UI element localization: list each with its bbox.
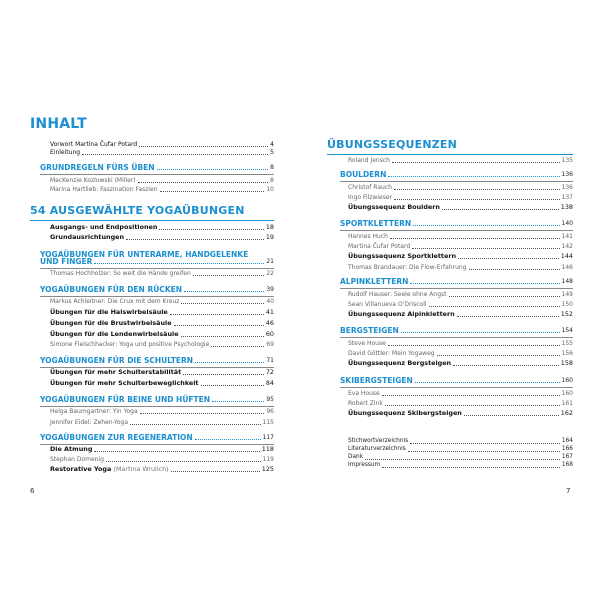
toc-entry[interactable]: Marina Hartlieb: Faszination Faszien 10 [50,186,274,193]
toc-entry[interactable]: Einleitung 5 [50,149,274,156]
toc-entry[interactable]: Martina Čufar Potard 142 [348,243,573,250]
toc-entry[interactable]: Grundausrichtungen 19 [50,233,274,241]
section-heading-sequence[interactable]: SPORTKLETTERN 140 [340,219,573,228]
section-heading-sequence[interactable]: BERGSTEIGEN 154 [340,326,573,335]
toc-entry[interactable]: Eva House 160 [348,390,573,397]
toc-entry[interactable]: Robert Zink 161 [348,400,573,407]
toc-entry[interactable]: Übungen für die Brustwirbelsäule 46 [50,319,274,327]
divider [340,337,573,338]
section-heading-regeneration[interactable]: YOGAÜBUNGEN ZUR REGENERATION 117 [40,433,274,442]
divider [340,288,573,289]
toc-entry[interactable]: Christof Rauch 136 [348,184,573,191]
toc-entry[interactable]: Sean Villanueva O'Driscoll 150 [348,301,573,308]
toc-entry[interactable]: Übungen für die Halswirbelsäule 41 [50,308,274,316]
section-heading-grundregeln[interactable]: GRUNDREGELN FÜRS ÜBEN 8 [40,163,274,172]
section-heading-sequence[interactable]: SKIBERGSTEIGEN 160 [340,376,573,385]
toc-entry[interactable]: Übungssequenz Sportklettern 144 [348,252,573,260]
page-number: 7 [566,487,571,495]
toc-title: INHALT [30,116,87,132]
divider [340,230,573,231]
section-heading-sequence[interactable]: BOULDERN 136 [340,170,573,179]
toc-entry[interactable]: Stichwortverzeichnis 164 [348,438,573,444]
toc-entry[interactable]: Impressum 168 [348,462,573,468]
toc-entry[interactable]: Rudolf Hauser: Seele ohne Angst 149 [348,291,573,298]
sequences-title: ÜBUNGSSEQUENZEN [327,138,458,151]
main-heading: 54 AUSGEWÄHLTE YOGAÜBUNGEN [30,204,245,217]
section-heading-beine[interactable]: YOGAÜBUNGEN FÜR BEINE UND HÜFTEN 95 [40,395,274,404]
toc-entry[interactable]: Übungssequenz Bergsteigen 158 [348,359,573,367]
toc-entry[interactable]: Jennifer Eidel: Zehen-Yoga 115 [50,419,274,426]
toc-entry[interactable]: Hannes Huch 141 [348,233,573,240]
toc-entry[interactable]: Thomas Hochholzer: So weit die Hände greifen 22 [50,270,274,277]
divider [40,174,274,175]
toc-entry[interactable]: Literaturverzeichnis 166 [348,446,573,452]
page-number: 6 [30,487,35,495]
toc-entry[interactable]: Übungen für mehr Schulterstabilität 72 [50,368,274,376]
section-heading-arme-line2[interactable]: UND FINGER 21 [40,257,274,266]
toc-entry[interactable]: Vorwort Martina Čufar Potard 4 [50,141,274,148]
toc-entry[interactable]: Dank 167 [348,454,573,460]
toc-entry[interactable]: Stephan Domenig 119 [50,456,274,463]
toc-entry[interactable]: Simone Fleischhacker: Yoga und positive Psychologie 69 [50,341,274,348]
section-heading-schultern[interactable]: YOGAÜBUNGEN FÜR DIE SCHULTERN 71 [40,356,274,365]
toc-entry[interactable]: Roland Jensch 135 [348,157,573,164]
toc-entry[interactable]: Übungssequenz Alpinklettern 152 [348,310,573,318]
toc-entry[interactable]: Übungssequenz Bouldern 138 [348,203,573,211]
divider [340,387,573,388]
toc-entry[interactable]: MacKenzie Kozlowski (Miller) 8 [50,177,274,184]
right-page [300,0,600,600]
toc-entry[interactable]: Die Atmung 118 [50,445,274,453]
divider [40,296,274,297]
toc-entry[interactable]: Übungssequenz Skibergsteigen 162 [348,409,573,417]
section-heading-sequence[interactable]: ALPINKLETTERN 148 [340,277,573,286]
toc-entry[interactable]: Helga Baumgartner: Yin Yoga 96 [50,408,274,415]
toc-entry[interactable]: Übungen für mehr Schulterbeweglichkeit 84 [50,379,274,387]
toc-entry[interactable]: Thomas Brandauer: Die Flow-Erfahrung 146 [348,263,573,271]
divider [340,181,573,182]
divider [40,406,274,407]
divider [30,220,274,221]
section-heading-ruecken[interactable]: YOGAÜBUNGEN FÜR DEN RÜCKEN 39 [40,285,274,294]
toc-entry[interactable]: Steve House 155 [348,340,573,347]
toc-entry[interactable]: David Göttler: Mein Yogaweg 156 [348,350,573,357]
section-heading-arme[interactable]: YOGAÜBUNGEN FÜR UNTERARME, HANDGELENKE [40,250,249,259]
toc-entry[interactable]: Markus Achleitner: Die Crux mit dem Kreuz 40 [50,298,274,305]
toc-entry[interactable]: Übungen für die Lendenwirbelsäule 60 [50,330,274,338]
divider [327,154,573,155]
toc-entry[interactable]: Ingo Filzwieser 137 [348,194,573,201]
toc-entry[interactable]: Ausgangs- und Endpositionen 18 [50,223,274,231]
toc-entry[interactable]: Restorative Yoga (Martina Wrulich) 125 [50,465,274,473]
divider [40,268,274,269]
